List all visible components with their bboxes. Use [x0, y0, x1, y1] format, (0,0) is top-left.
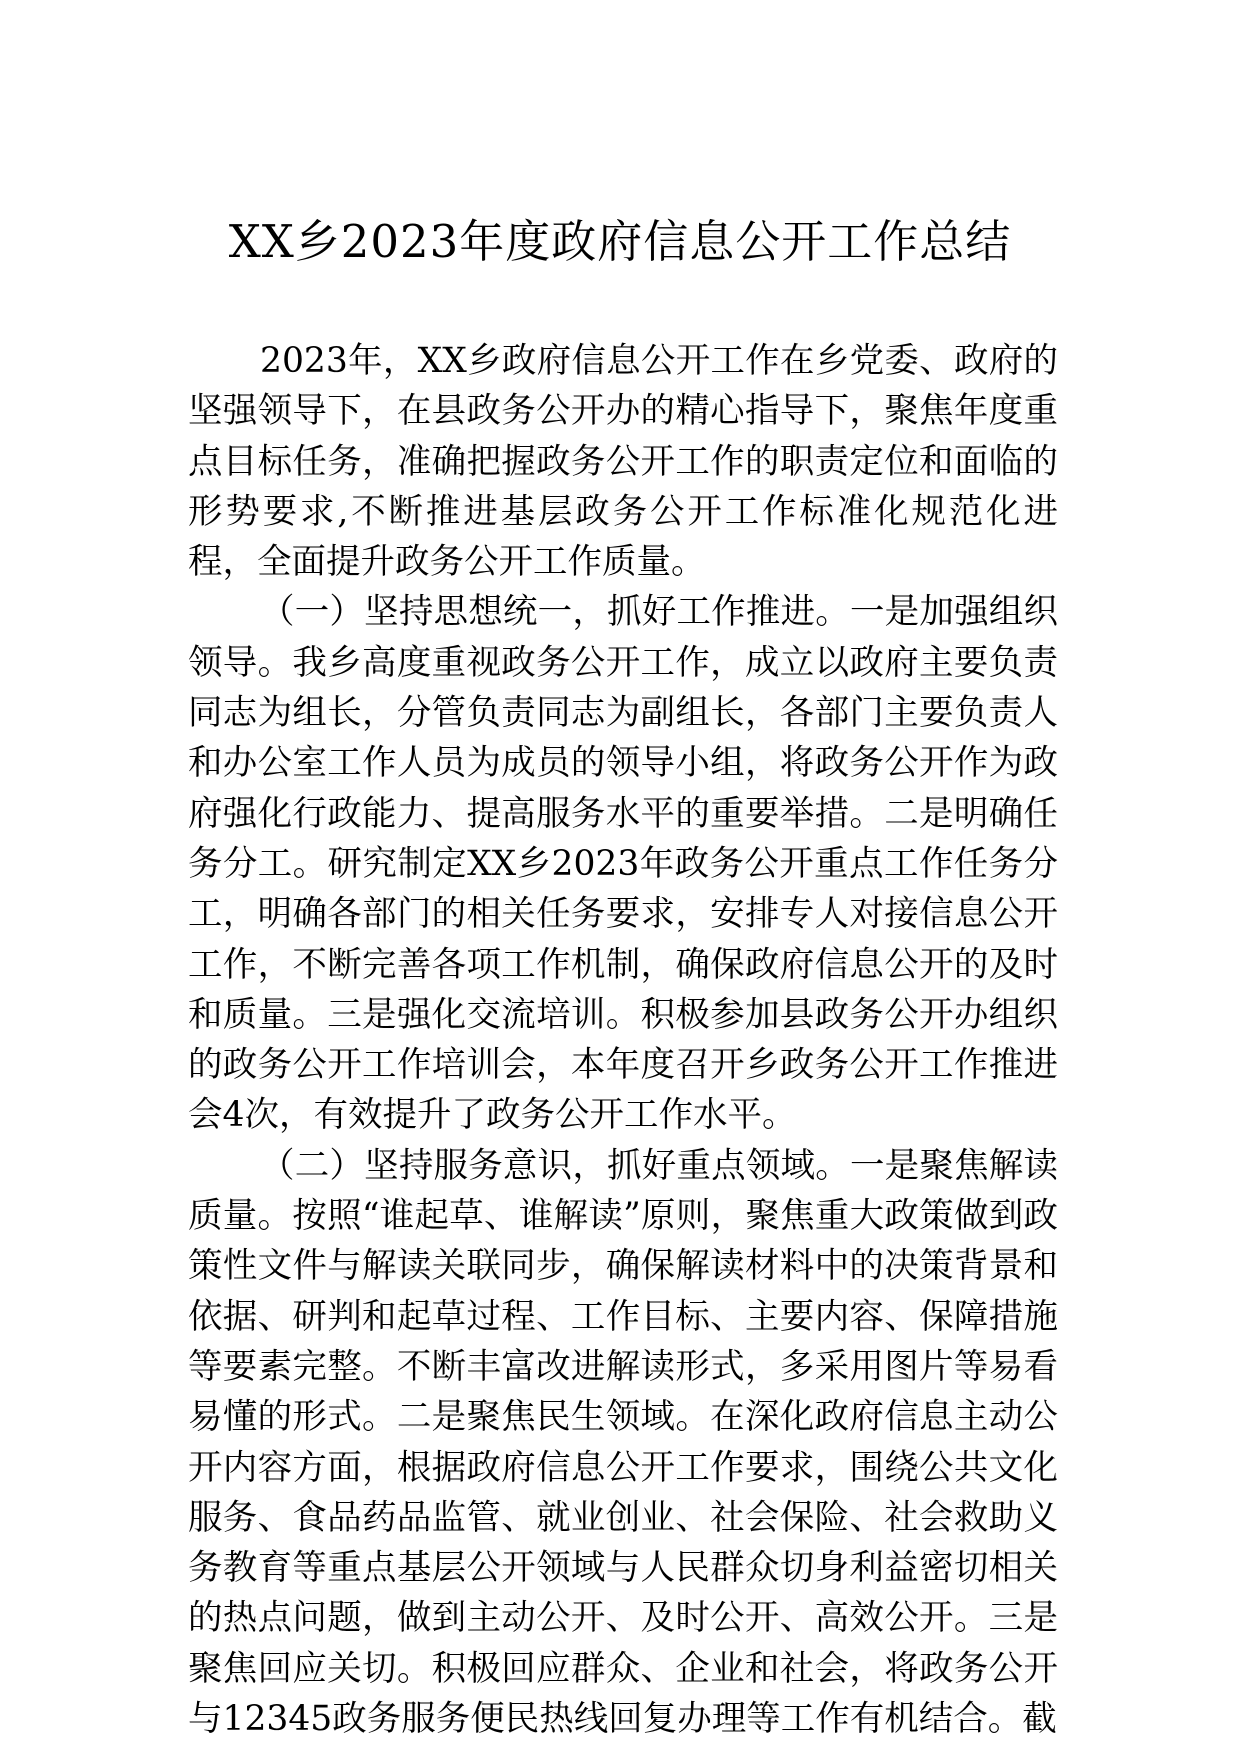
document-title: XX乡2023年度政府信息公开工作总结: [228, 215, 1012, 268]
paragraph-intro: 2023年，XX乡政府信息公开工作在乡党委、政府的坚强领导下，在县政务公开办的精心指导下，聚焦年度重点目标任务，准确把握政务公开工作的职责定位和面临的形势要求,不断推进基层政务公开工作标准化规范化进程，全面提升政务公开工作质量。: [188, 341, 1058, 583]
document-body: [188, 336, 1058, 1744]
paragraph-section-1: （一）坚持思想统一，抓好工作推进。一是加强组织领导。我乡高度重视政务公开工作，成立以政府主要负责同志为组长，分管负责同志为副组长，各部门主要负责人和办公室工作人员为成员的领导小组，将政务公开作为政府强化行政能力、提高服务水平的重要举措。二是明确任务分工。研究制定XX乡2023年政务公开重点工作任务分工，明确各部门的相关任务要求，安排专人对接信息公开工作，不断完善各项工作机制，确保政府信息公开的及时和质量。三是强化交流培训。积极参加县政务公开办组织的政务公开工作培训会，本年度召开乡政务公开工作推进会4次，有效提升了政务公开工作水平。: [188, 592, 1058, 1136]
paragraph-section-2: （二）坚持服务意识，抓好重点领域。一是聚焦解读质量。按照“谁起草、谁解读”原则，聚焦重大政策做到政策性文件与解读关联同步，确保解读材料中的决策背景和依据、研判和起草过程、工作目标、主要内容、保障措施等要素完整。不断丰富改进解读形式，多采用图片等易看易懂的形式。二是聚焦民生领域。在深化政府信息主动公开内容方面，根据政府信息公开工作要求，围绕公共文化服务、食品药品监管、就业创业、社会保险、社会救助义务教育等重点基层公开领域与人民群众切身利益密切相关的热点问题，做到主动公开、及时公开、高效公开。三是聚焦回应关切。积极回应群众、企业和社会，将政务公开与12345政务服务便民热线回复办理等工作有机结合。截: [188, 1145, 1058, 1740]
